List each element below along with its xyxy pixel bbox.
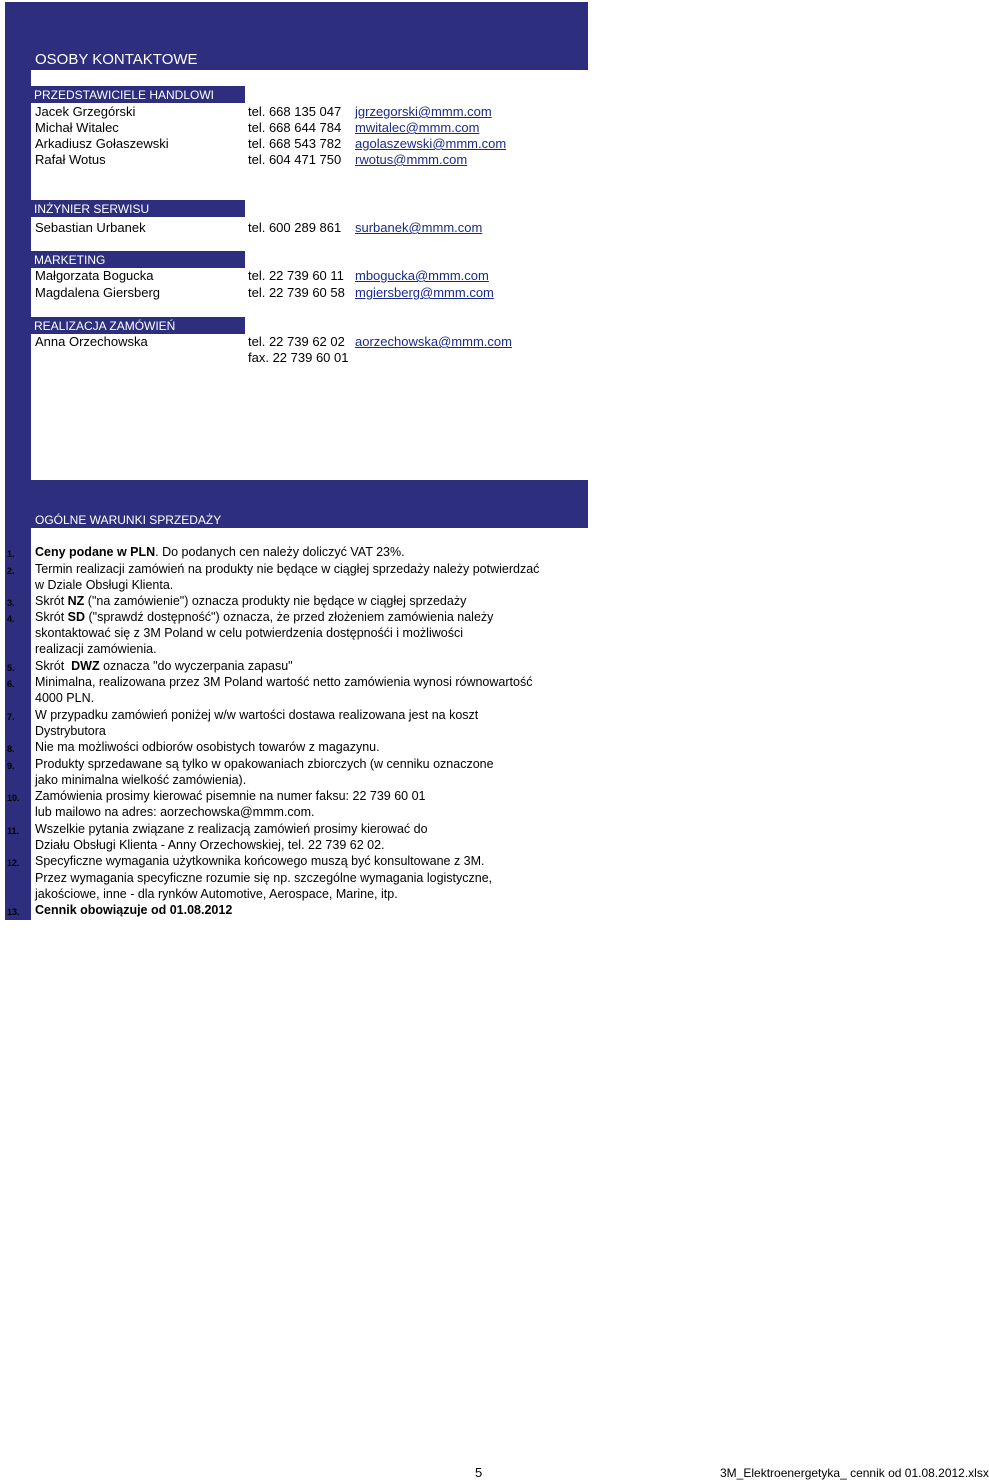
term-number: 13. (7, 907, 20, 917)
term-number: 3. (7, 598, 15, 608)
marketing-section-header (31, 251, 245, 268)
service-section-label: INŻYNIER SERWISU (34, 202, 150, 216)
terms-title: OGÓLNE WARUNKI SPRZEDAŻY (35, 513, 222, 527)
service-section-header (31, 200, 245, 217)
term-text: Dystrybutora (35, 724, 106, 738)
contact-email-link[interactable]: aorzechowska@mmm.com (355, 334, 512, 349)
term-text: Przez wymagania specyficzne rozumie się np. szczególne wymagania logistyczne, (35, 871, 493, 885)
page-number: 5 (475, 1465, 483, 1480)
contact-phone: tel. 22 739 62 02 (248, 334, 345, 349)
term-number: 2. (7, 566, 15, 576)
term-text: jakościowe, inne - dla rynków Automotive, Aerospace, Marine, itp. (35, 887, 398, 901)
term-text: Skrót NZ ("na zamówienie") oznacza produkty nie będące w ciągłej sprzedaży (35, 594, 467, 608)
term-number: 10. (7, 793, 20, 803)
term-text: skontaktować się z 3M Poland w celu potwierdzenia dostępnośći i możliwości (35, 626, 463, 640)
contact-phone: tel. 22 739 60 11 (248, 268, 344, 283)
term-text: Ceny podane w PLN. Do podanych cen należy doliczyć VAT 23%. (35, 545, 405, 559)
term-text: Minimalna, realizowana przez 3M Poland wartość netto zamówienia wynosi równowartość (35, 675, 533, 689)
contact-phone: tel. 604 471 750 (248, 152, 342, 167)
sales-section-header (31, 86, 245, 103)
contact-email-link[interactable]: mbogucka@mmm.com (355, 268, 489, 283)
contact-email-link[interactable]: surbanek@mmm.com (355, 220, 483, 235)
contact-email-link[interactable]: agolaszewski@mmm.com (355, 136, 507, 151)
orders-section-label: REALIZACJA ZAMÓWIEŃ (34, 319, 176, 333)
term-text: Skrót DWZ oznacza "do wyczerpania zapasu" (35, 659, 293, 673)
term-text: Produkty sprzedawane są tylko w opakowaniach zbiorczych (w cenniku oznaczone (35, 757, 494, 771)
contact-phone: tel. 668 543 782 (248, 136, 342, 151)
term-number: 4. (7, 614, 15, 624)
term-text: jako minimalna wielkość zamówienia). (35, 773, 247, 787)
term-number: 7. (7, 712, 15, 722)
term-number: 9. (7, 761, 15, 771)
term-number: 8. (7, 744, 15, 754)
term-text: Specyficzne wymagania użytkownika końcowego muszą być konsultowane z 3M. (35, 854, 485, 868)
term-text: W przypadku zamówień poniżej w/w wartości dostawa realizowana jest na koszt (35, 708, 479, 722)
contact-email-link[interactable]: mgiersberg@mmm.com (355, 285, 494, 300)
term-text: 4000 PLN. (35, 691, 95, 705)
left-sidebar-bar (5, 48, 31, 920)
top-banner (5, 2, 588, 48)
term-text: realizacji zamówienia. (35, 642, 157, 656)
contact-name: Rafał Wotus (35, 152, 106, 167)
term-number: 12. (7, 858, 20, 868)
sales-section-label: PRZEDSTAWICIELE HANDLOWI (34, 88, 215, 102)
contact-name: Małgorzata Bogucka (35, 268, 154, 283)
term-number: 5. (7, 663, 15, 673)
contact-name: Jacek Grzegórski (35, 104, 136, 119)
marketing-section-label: MARKETING (34, 253, 106, 267)
term-text: Wszelkie pytania związane z realizacją zamówień prosimy kierować do (35, 822, 428, 836)
contact-fax: fax. 22 739 60 01 (248, 350, 349, 365)
term-number: 1. (7, 549, 15, 559)
term-text: lub mailowo na adres: aorzechowska@mmm.com. (35, 805, 315, 819)
contact-email-link[interactable]: jgrzegorski@mmm.com (355, 104, 492, 119)
term-number: 6. (7, 679, 15, 689)
contact-name: Michał Witalec (35, 120, 119, 135)
term-text: Nie ma możliwości odbiorów osobistych towarów z magazynu. (35, 740, 380, 754)
contacts-title: OSOBY KONTAKTOWE (35, 51, 198, 68)
contact-email-link[interactable]: rwotus@mmm.com (355, 152, 468, 167)
contact-email-link[interactable]: mwitalec@mmm.com (355, 120, 480, 135)
term-text: Termin realizacji zamówień na produkty nie będące w ciągłej sprzedaży należy potwierdzać (35, 562, 540, 576)
contact-phone: tel. 668 135 047 (248, 104, 342, 119)
contact-phone: tel. 22 739 60 58 (248, 285, 345, 300)
term-text: Cennik obowiązuje od 01.08.2012 (35, 903, 233, 917)
contact-phone: tel. 600 289 861 (248, 220, 342, 235)
contact-phone: tel. 668 644 784 (248, 120, 342, 135)
term-text: Działu Obsługi Klienta - Anny Orzechowskiej, tel. 22 739 62 02. (35, 838, 385, 852)
term-text: Zamówienia prosimy kierować pisemnie na numer faksu: 22 739 60 01 (35, 789, 426, 803)
contact-name: Sebastian Urbanek (35, 220, 146, 235)
file-name: 3M_Elektroenergetyka_ cennik od 01.08.2012.xlsx (720, 1466, 989, 1480)
contact-name: Anna Orzechowska (35, 334, 148, 349)
term-text: Skrót SD ("sprawdź dostępność") oznacza, że przed złożeniem zamówienia należy (35, 610, 494, 624)
term-number: 11. (7, 826, 20, 836)
term-text: w Dziale Obsługi Klienta. (35, 578, 174, 592)
orders-section-header (31, 317, 245, 334)
contact-name: Magdalena Giersberg (35, 285, 161, 300)
contact-name: Arkadiusz Gołaszewski (35, 136, 169, 151)
